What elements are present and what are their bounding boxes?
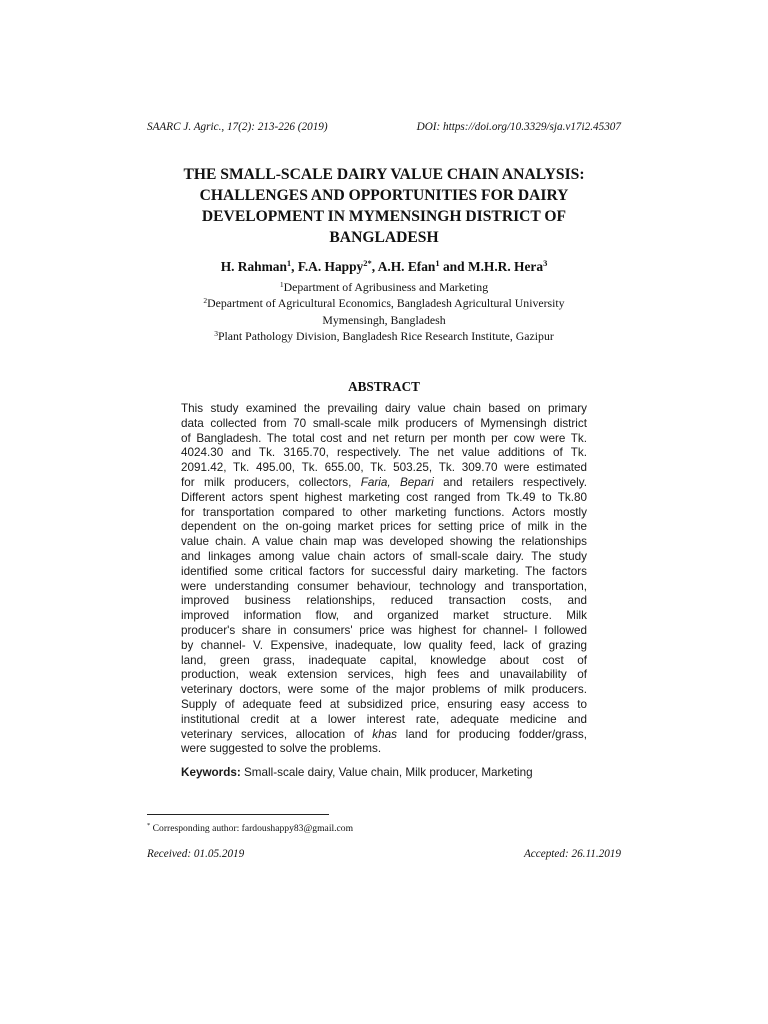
keywords-line [181, 766, 587, 779]
abstract-line: by channel- V. Expensive, inadequate, low quality feed, lack of grazing [181, 638, 587, 652]
abstract-line: veterinary services, allocation of khas land for producing fodder/grass, [181, 727, 587, 741]
author-affiliation-marker: 1 [286, 258, 292, 268]
journal-citation: SAARC J. Agric., 17(2): 213-226 (2019) [147, 121, 328, 133]
affiliation-line [147, 312, 621, 328]
abstract-line: veterinary doctors, were some of the major problems of milk producers. [181, 683, 587, 697]
abstract-line: land, green grass, inadequate capital, knowledge about cost of [181, 653, 587, 667]
author-affiliation-marker: 1 [435, 258, 440, 268]
abstract-line: improved information flow, and organized market structure. Milk [181, 609, 587, 623]
article-title [160, 164, 608, 248]
title-line: BANGLADESH [329, 229, 439, 246]
abstract-line: Different actors spent highest marketing cost ranged from Tk.49 to Tk.80 [181, 490, 587, 504]
affiliation-marker: 2 [203, 296, 208, 306]
affiliation-text: Department of Agricultural Economics, Bangladesh Agricultural University [207, 296, 565, 311]
abstract-line: Supply of adequate feed at subsidized price, ensuring easy access to [181, 697, 587, 711]
abstract-line: producer's share in consumers' price was highest for channel- I followed [181, 623, 587, 637]
abstract-line: were understanding consumer behaviour, technology and transportation, [181, 579, 587, 593]
keywords-text: Small-scale dairy, Value chain, Milk producer, Marketing [244, 766, 533, 779]
affiliation-text: Plant Pathology Division, Bangladesh Rice Research Institute, Gazipur [217, 329, 554, 344]
keywords-label: Keywords: [181, 766, 241, 779]
abstract-line: dependent on the on-going market prices for setting price of milk in the [181, 520, 587, 534]
author-list [147, 259, 621, 275]
affiliation-line [147, 328, 621, 344]
dates-line [147, 848, 621, 860]
title-line: THE SMALL-SCALE DAIRY VALUE CHAIN ANALYSIS: [183, 166, 585, 183]
abstract-line: for transportation compared to other marketing functions. Actors mostly [181, 505, 587, 519]
affiliation-list [147, 279, 621, 345]
abstract-line: and linkages among value chain actors of small-scale dairy. The study [181, 549, 587, 563]
author-name: A.H. Efan [377, 259, 436, 274]
footnote-text: Corresponding author: fardoushappy83@gmail.com [152, 823, 354, 834]
footnote-divider [147, 814, 329, 815]
affiliation-text: Department of Agribusiness and Marketing [283, 280, 489, 294]
author-affiliation-marker: 2* [363, 258, 372, 268]
italic-term: Faria, Bepari [360, 475, 434, 489]
abstract-line: production, weak extension services, high fees and unavailability of [181, 668, 587, 682]
italic-term: khas [372, 727, 397, 741]
received-date: Received: 01.05.2019 [147, 848, 245, 860]
affiliation-marker: 1 [279, 280, 284, 289]
title-line: DEVELOPMENT IN MYMENSINGH DISTRICT OF [201, 208, 567, 225]
accepted-date: Accepted: 26.11.2019 [523, 848, 621, 860]
abstract-heading: ABSTRACT [348, 379, 420, 394]
title-line: CHALLENGES AND OPPORTUNITIES FOR DAIRY [199, 187, 569, 204]
affiliation-line [147, 295, 621, 311]
footnote-marker: * [147, 822, 151, 829]
abstract-line: This study examined the prevailing dairy value chain based on primary [181, 402, 587, 415]
author-name: M.H.R. Hera [467, 259, 544, 274]
abstract-line: were suggested to solve the problems. [181, 742, 382, 756]
abstract-line: data collected from 70 small-scale milk producers of Mymensingh district [181, 416, 587, 430]
author-separator: , [291, 259, 298, 274]
author-affiliation-marker: 3 [543, 258, 548, 268]
abstract-line: 4024.30 and Tk. 3165.70, respectively. The net value additions of Tk. [181, 446, 587, 460]
abstract-line: value chain. A value chain map was developed showing the relationships [181, 535, 587, 549]
abstract-line: identified some critical factors for successful dairy marketing. The factors [181, 564, 587, 578]
affiliation-marker: 3 [214, 329, 218, 339]
author-separator: , [371, 259, 378, 274]
author-name: F.A. Happy [297, 259, 364, 274]
doi-text: DOI: https://doi.org/10.3329/sja.v17i2.45307 [416, 121, 621, 133]
author-name: H. Rahman [220, 259, 287, 274]
abstract-line: for milk producers, collectors, Faria, Bepari and retailers respectively. [181, 475, 587, 489]
affiliation-text: Mymensingh, Bangladesh [322, 312, 446, 327]
abstract-line: 2091.42, Tk. 495.00, Tk. 655.00, Tk. 503.25, Tk. 309.70 were estimated [181, 461, 587, 475]
corresponding-author-footnote [147, 823, 353, 834]
abstract-line: institutional credit at a lower interest rate, adequate medicine and [181, 712, 587, 726]
abstract-line: of Bangladesh. The total cost and net return per month per cow were Tk. [181, 431, 587, 445]
abstract-body [181, 402, 587, 757]
affiliation-line [147, 279, 621, 295]
running-header [147, 121, 621, 133]
abstract-line: improved business relationships, reduced transaction costs, and [181, 594, 587, 608]
author-separator: and [439, 259, 468, 274]
